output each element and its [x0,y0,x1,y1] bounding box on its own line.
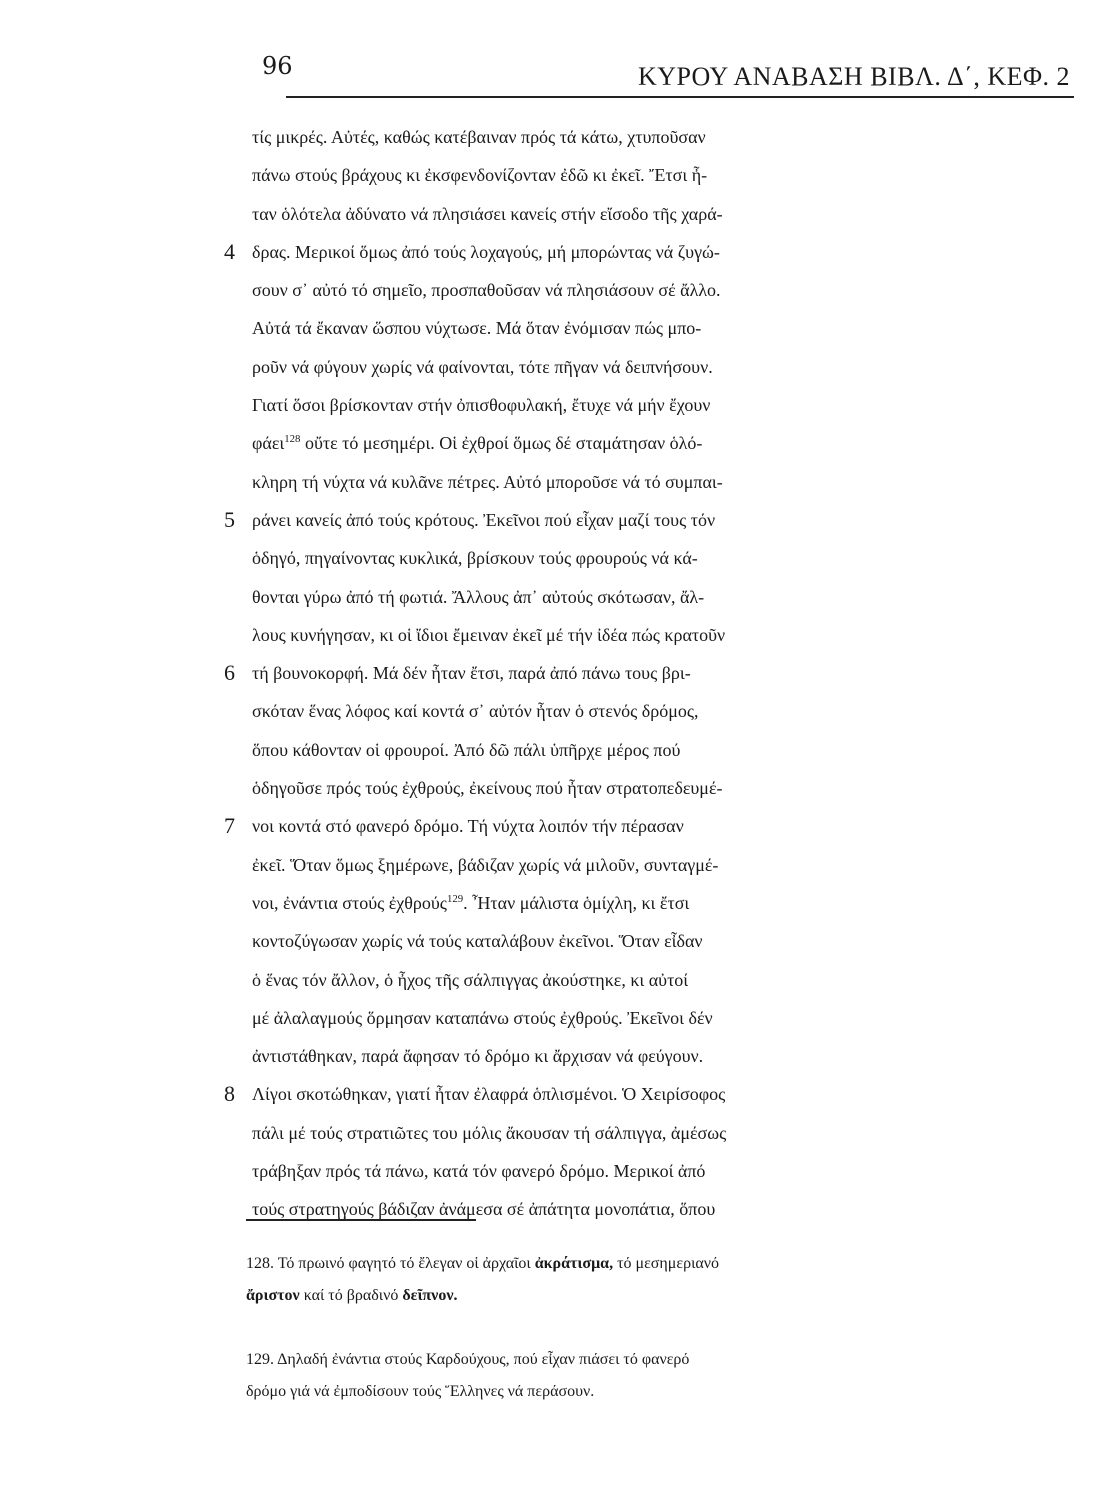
text-line: πάνω στούς βράχους κι ἐκσφενδονίζονταν ἐδῶ κι ἐκεῖ. Ἔτσι ἦ- [252,165,708,186]
text-line: φάει$^{128}$ οὔτε τό μεσημέρι. Οἱ ἐχθροί ὅμως δέ σταμάτησαν ὁλό- [252,433,703,454]
footnote-ref-129[interactable]: 129 [446,892,464,905]
paragraph-number: 4 [224,238,235,264]
text-line: τίς μικρές. Αὐτές, καθώς κατέβαιναν πρός τά κάτω, χτυποῦσαν [252,127,706,147]
text-line: Γιατί ὅσοι βρίσκονταν στήν ὀπισθοφυλακή, ἔτυχε νά μήν ἔχουν [252,395,711,416]
text-line: μέ ἀλαλαγμούς ὅρμησαν καταπάνω στούς ἐχθρούς. Ἐκεῖνοι δέν [252,1007,713,1028]
text-line: Αὐτά τά ἔκαναν ὥσπου νύχτωσε. Μά ὅταν ἐνόμισαν πώς μπο- [252,318,702,339]
text-line: τούς στρατηγούς βάδιζαν ἀνάμεσα σέ ἀπάτητα μονοπάτια, ὅπου [252,1199,716,1220]
text-line: ὁδηγό, πηγαίνοντας κυκλικά, βρίσκουν τούς φρουρούς νά κά- [252,548,698,569]
text-line: 7 νοι κοντά στό φανερό δρόμο. Τή νύχτα λοιπόν τήν πέρασαν [252,807,1082,845]
running-head: ΚΥΡΟΥ ΑΝΑΒΑΣΗ ΒΙΒΛ. Δ΄, ΚΕΦ. 2 [637,62,1070,91]
text-line: κοντοζύγωσαν χωρίς νά τούς καταλάβουν ἐκεῖνοι. Ὅταν εἶδαν [252,931,703,952]
body-text [224,118,1082,1229]
footnote-129: 129. Δηλαδή ἐνάντια στούς Καρδούχους, πού εἶχαν πιάσει τό φανερό δρόμο γιά νά ἐμποδίσουν τούς Ἕλληνες νά περάσουν. [246,1351,690,1400]
footnote-128: 128. Τό πρωινό φαγητό τό ἔλεγαν οἱ ἀρχαῖοι ἀκράτισμα, τό μεσημεριανό ἄριστον καί τό βραδινό δεῖπνον. [246,1255,719,1304]
text-line: νοι, ἐνάντια στούς ἐχθρούς$^{129}$. Ἦταν μάλιστα ὁμίχλη, κι ἔτσι [252,892,690,913]
text-line: θονται γύρω ἀπό τή φωτιά. Ἄλλους ἀπ᾽ αὐτούς σκότωσαν, ἄλ- [252,586,705,607]
text-line: ἀντιστάθηκαν, παρά ἄφησαν τό δρόμο κι ἄρχισαν νά φεύγουν. [252,1046,704,1067]
text-line: ροῦν νά φύγουν χωρίς νά φαίνονται, τότε πῆγαν νά δειπνήσουν. [252,356,713,377]
text-line: 8 Λίγοι σκοτώθηκαν, γιατί ἦταν ἐλαφρά ὁπλισμένοι. Ὁ Χειρίσοφος [252,1075,1082,1113]
text-line: ἐκεῖ. Ὅταν ὅμως ξημέρωνε, βάδιζαν χωρίς νά μιλοῦν, συνταγμέ- [252,854,719,875]
text-line: 6 τή βουνοκορφή. Μά δέν ἦταν ἔτσι, παρά ἀπό πάνω τους βρι- [252,654,1082,692]
text-line: σουν σ᾽ αὐτό τό σημεῖο, προσπαθοῦσαν νά πλησιάσουν σέ ἄλλο. [252,280,721,301]
text-line: ὁδηγοῦσε πρός τούς ἐχθρούς, ἐκείνους πού ἦταν στρατοπεδευμέ- [252,778,723,799]
paragraph-number: 5 [224,506,235,532]
text-line: τράβηξαν πρός τά πάνω, κατά τόν φανερό δρόμο. Μερικοί ἀπό [252,1161,706,1182]
paragraph-number: 7 [224,813,235,839]
text-line: ὅπου κάθονταν οἱ φρουροί. Ἀπό δῶ πάλι ὑπῆρχε μέρος πού [252,739,681,760]
footnote-ref-128[interactable]: 128 [284,433,301,446]
text-line: ταν ὁλότελα ἀδύνατο νά πλησιάσει κανείς στήν εἴσοδο τῆς χαρά- [252,203,723,224]
paragraph-number: 8 [224,1081,235,1107]
text-line: 4 δρας. Μερικοί ὅμως ἀπό τούς λοχαγούς, μή μπορώντας νά ζυγώ- [252,233,1082,271]
text-line: κληρη τή νύχτα νά κυλᾶνε πέτρες. Αὐτό μποροῦσε νά τό συμπαι- [252,471,723,492]
paragraph-number: 6 [224,660,235,686]
page-number: 96 [262,52,293,80]
header-rule [286,96,1074,98]
text-line: πάλι μέ τούς στρατιῶτες του μόλις ἄκουσαν τή σάλπιγγα, ἀμέσως [252,1122,727,1143]
text-line: 5 ράνει κανείς ἀπό τούς κρότους. Ἐκεῖνοι πού εἶχαν μαζί τους τόν [252,501,1082,539]
text-line: σκόταν ἕνας λόφος καί κοντά σ᾽ αὐτόν ἦταν ὁ στενός δρόμος, [252,701,699,722]
footnote-rule [246,1219,476,1221]
text-line: λους κυνήγησαν, κι οἱ ἴδιοι ἔμειναν ἐκεῖ μέ τήν ἰδέα πώς κρατοῦν [252,624,726,645]
text-line: ὁ ἕνας τόν ἄλλον, ὁ ἦχος τῆς σάλπιγγας ἀκούστηκε, κι αὐτοί [252,969,689,990]
